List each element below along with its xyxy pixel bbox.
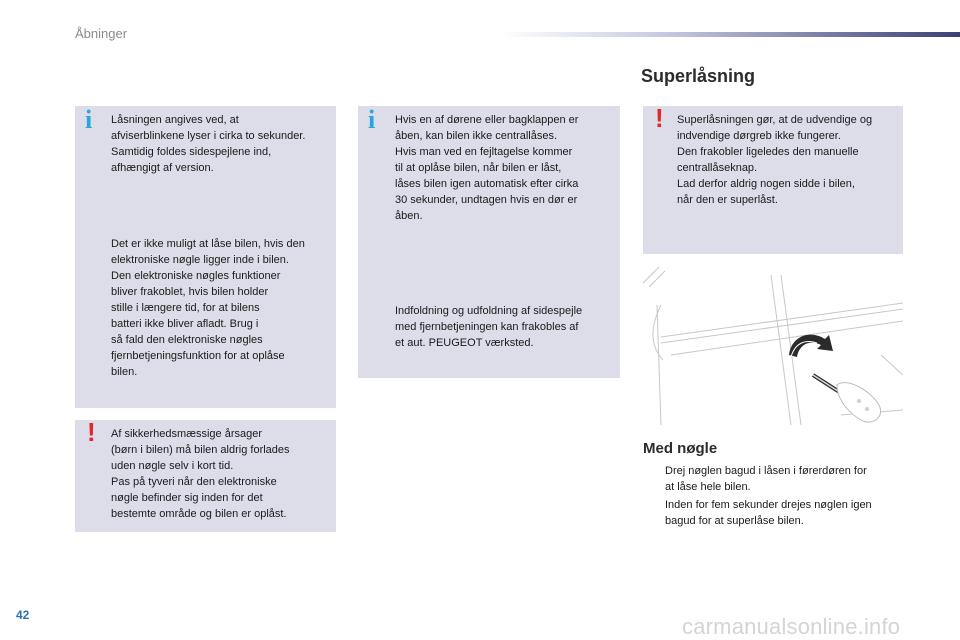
info-box-doors	[358, 106, 620, 378]
superlock-title: Superlåsning	[641, 66, 756, 86]
with-key-item-2: Inden for fem sekunder drejes nøglen igen bagud for at superlåse bilen.	[665, 499, 872, 527]
info-box-locking-para2: Det er ikke muligt at låse bilen, hvis den elektroniske nøgle ligger inde i bilen. Den elektroniske nøgles funktioner bliver frakoblet, hvis bilen holder stille i længere tid, for at bilens batteri ikke bliver afladt. Brug i så fald den elektroniske nøgles fjernbetjeningsfunktion for at oplåse bilen.	[111, 238, 305, 378]
page-number: 42	[16, 608, 30, 622]
info-box-locking-para1: Låsningen angives ved, at afviserblinkene lyser i cirka to sekunder. Samtidig foldes sidespejlene ind, afhængigt af version.	[111, 114, 306, 174]
list-item	[643, 497, 905, 529]
info-icon: i	[368, 105, 376, 134]
warning-box-safety	[75, 417, 336, 532]
warning-box-superlock-para: Superlåsningen gør, at de udvendige og indvendige dørgreb ikke fungerer. Den frakobler ligeledes den manuelle centrallåseknap. Lad derfor aldrig nogen sidde i bilen, når den er superlåst.	[677, 114, 873, 206]
info-box-locking	[75, 106, 336, 408]
with-key-list	[643, 463, 905, 531]
info-box-doors-para2: Indfoldning og udfoldning af sidespejle med fjernbetjeningen kan frakobles af et aut. PEUGEOT værksted.	[395, 305, 583, 349]
with-key-title: Med nøgle	[643, 440, 718, 457]
info-box-doors-para1: Hvis en af dørene eller bagklappen er åben, kan bilen ikke centrallåses. Hvis man ved en fejltagelse kommer til at oplåse bilen, når bilen er låst, låses bilen igen automatisk efter cirka 30 sekunder, undtagen hvis en dør er åben.	[395, 114, 579, 222]
list-item	[643, 463, 905, 495]
warning-box-safety-para: Af sikkerhedsmæssige årsager (børn i bilen) må bilen aldrig forlades uden nøgle selv i kort tid. Pas på tyveri når den elektroniske nøgle befinder sig inden for det bestemte område og bilen er oplåst.	[111, 428, 290, 520]
with-key-item-1: Drej nøglen bagud i låsen i førerdøren for at låse hele bilen.	[665, 465, 867, 493]
info-icon: i	[85, 105, 93, 134]
header-section-title: Åbninger	[75, 26, 128, 41]
warning-box-superlock	[643, 103, 903, 254]
watermark: carmanualsonline.info	[682, 614, 901, 639]
warning-icon: !	[87, 417, 96, 447]
door-key-illustration	[641, 265, 903, 425]
header-gradient-bar	[500, 32, 960, 37]
rotation-arrow-icon	[789, 335, 833, 357]
warning-icon: !	[655, 103, 664, 133]
